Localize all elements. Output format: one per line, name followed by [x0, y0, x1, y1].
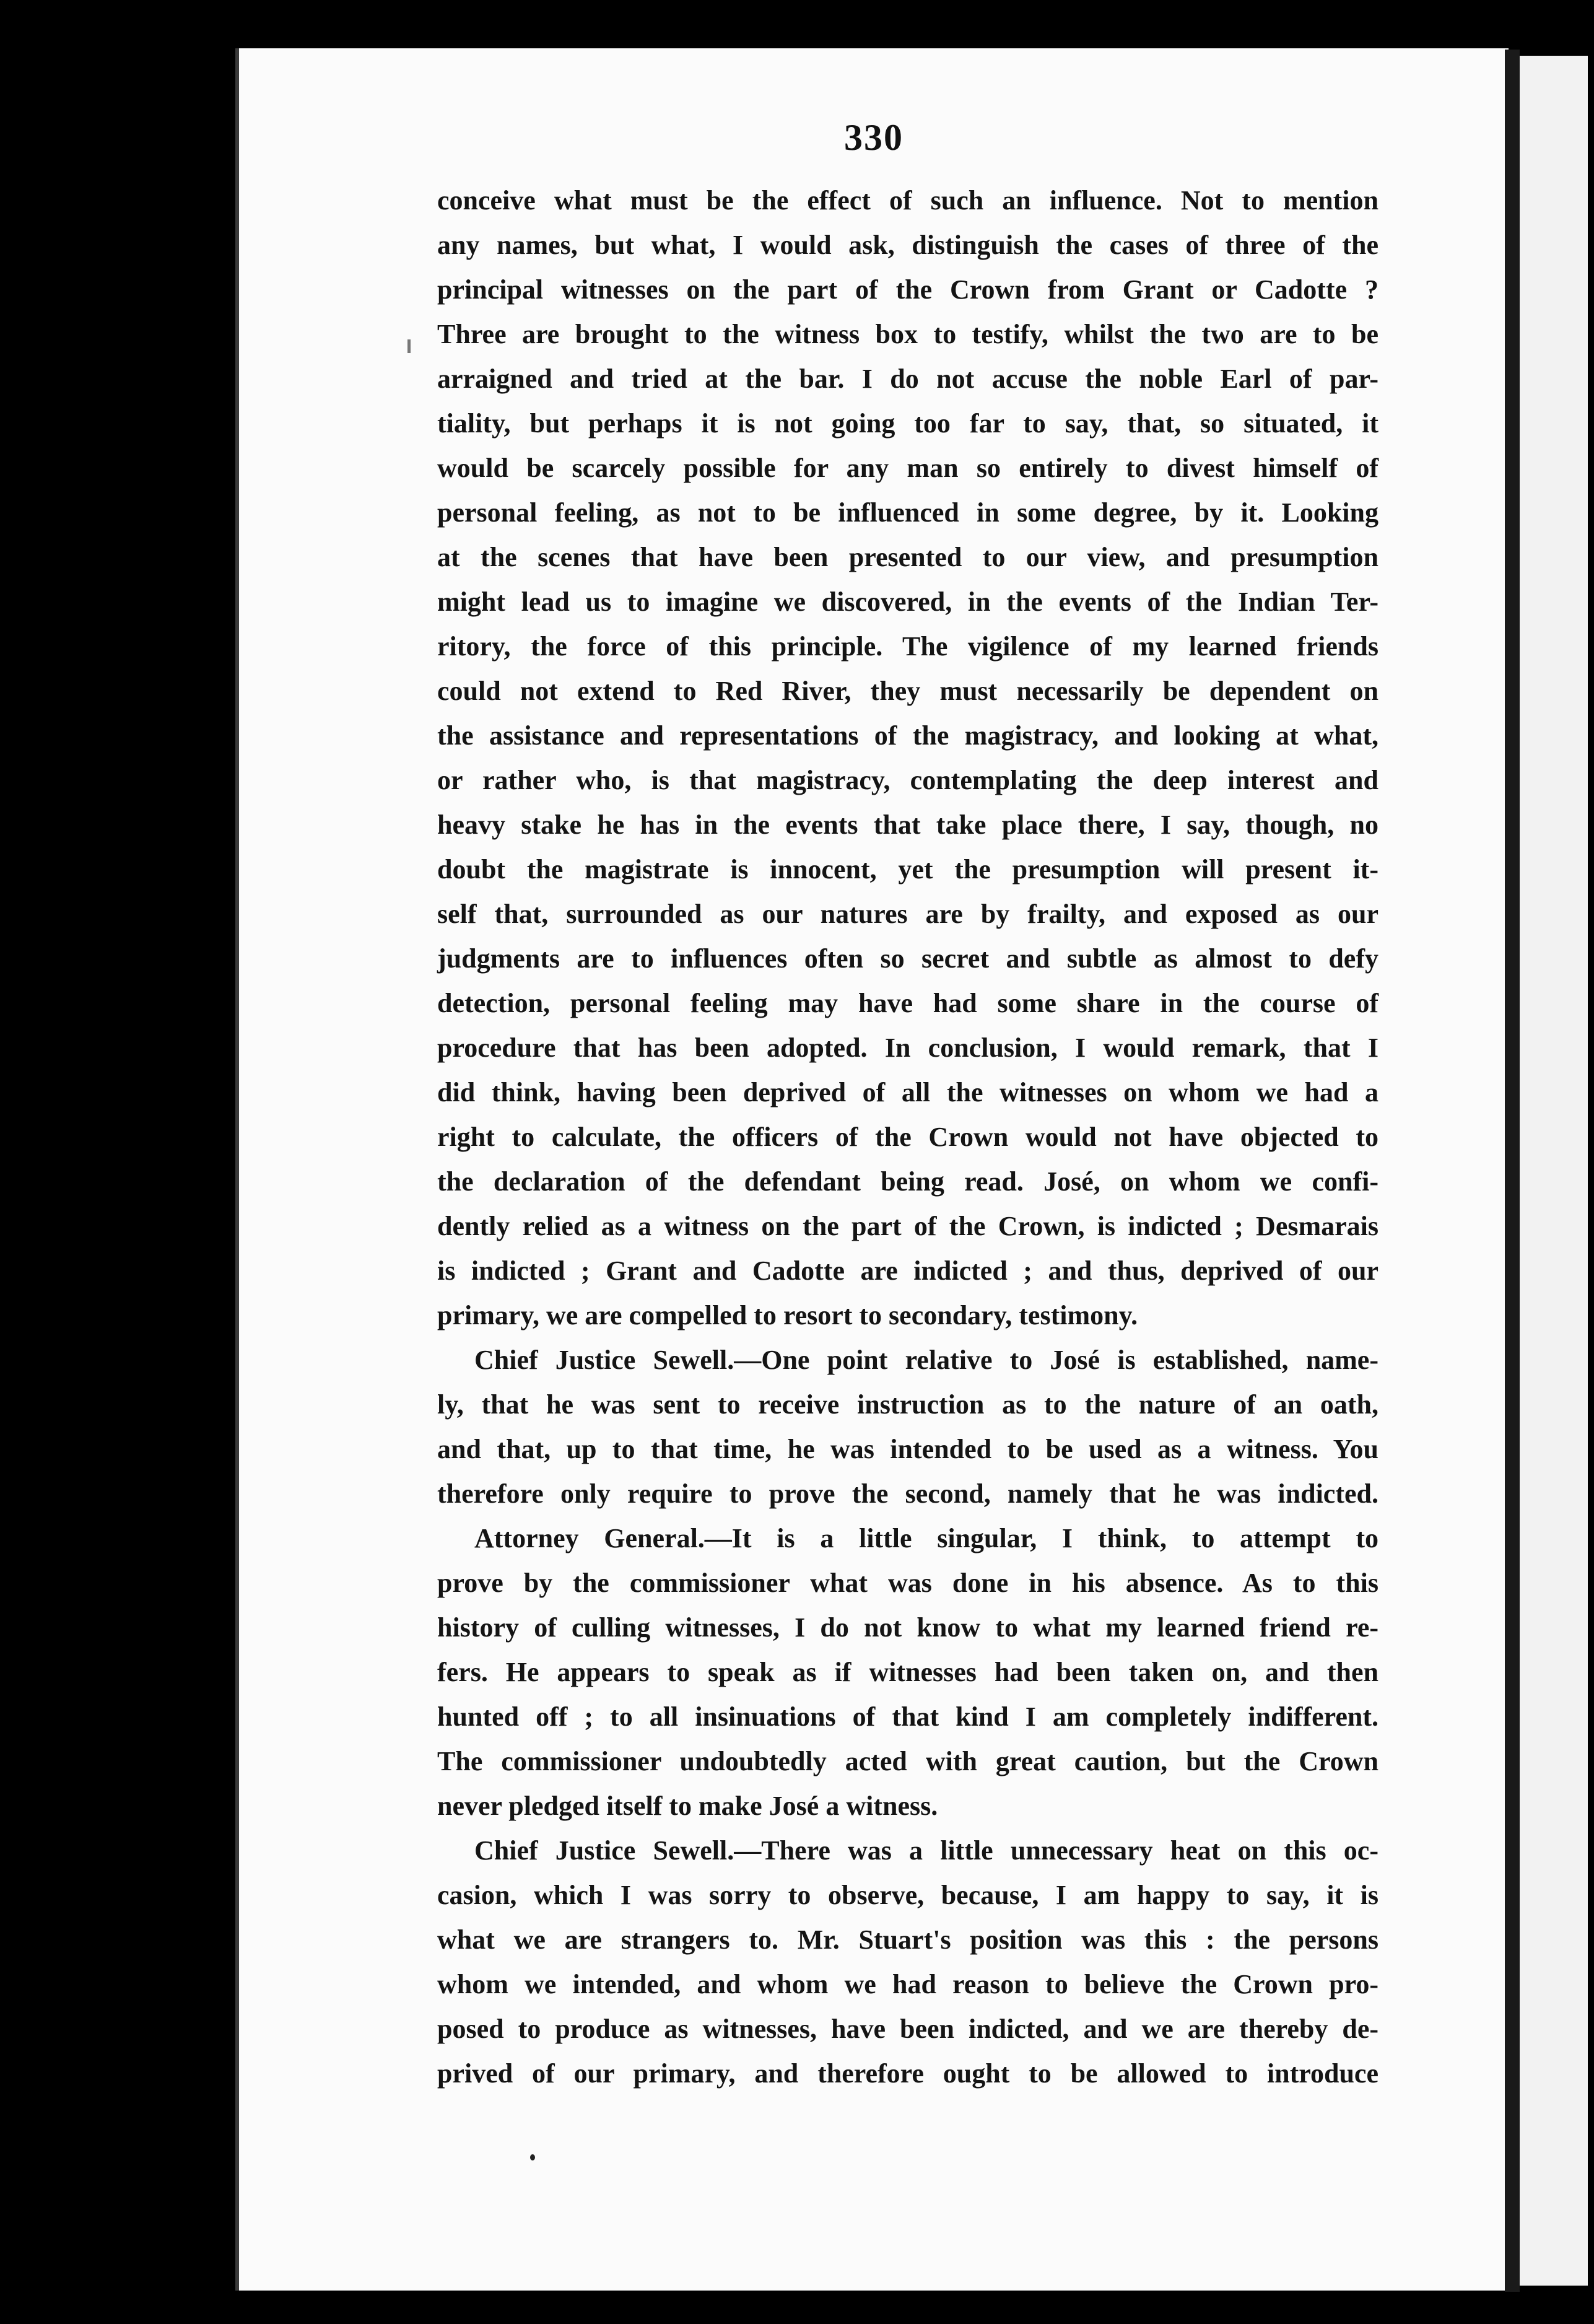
text-line: prove by the commissioner what was done in his absence. As to this	[437, 1568, 1378, 1598]
adjacent-page-edge	[1520, 56, 1588, 2286]
text-line: what we are strangers to. Mr. Stuart's position was this : the persons	[437, 1924, 1378, 1955]
ink-speck	[530, 2154, 535, 2160]
text-line: the declaration of the defendant being read. José, on whom we confi-	[437, 1166, 1378, 1197]
text-line: ly, that he was sent to receive instruction as to the nature of an oath,	[437, 1389, 1378, 1420]
text-line: never pledged itself to make José a witness.	[437, 1791, 938, 1821]
text-line: Chief Justice Sewell.—One point relative to José is established, name-	[474, 1345, 1378, 1375]
text-line: heavy stake he has in the events that take place there, I say, though, no	[437, 810, 1378, 840]
text-line: procedure that has been adopted. In conclusion, I would remark, that I	[437, 1033, 1378, 1063]
text-line: judgments are to influences often so secret and subtle as almost to defy	[437, 943, 1378, 974]
page-gutter	[1505, 50, 1520, 2292]
book-page	[235, 48, 1509, 2291]
body-text	[437, 178, 1378, 2096]
text-line: posed to produce as witnesses, have been indicted, and we are thereby de-	[437, 2014, 1378, 2044]
text-line: self that, surrounded as our natures are by frailty, and exposed as our	[437, 899, 1378, 929]
text-line: history of culling witnesses, I do not know to what my learned friend re-	[437, 1612, 1378, 1643]
text-line: Chief Justice Sewell.—There was a little unnecessary heat on this oc-	[474, 1835, 1378, 1866]
text-line: might lead us to imagine we discovered, in the events of the Indian Ter-	[437, 587, 1378, 617]
text-line: therefore only require to prove the second, namely that he was indicted.	[437, 1479, 1378, 1509]
text-line: personal feeling, as not to be influenced in some degree, by it. Looking	[437, 497, 1378, 528]
text-line: any names, but what, I would ask, distinguish the cases of three of the	[437, 230, 1378, 260]
text-line: doubt the magistrate is innocent, yet the presumption will present it-	[437, 854, 1378, 885]
text-line: whom we intended, and whom we had reason to believe the Crown pro-	[437, 1969, 1378, 1999]
text-line: is indicted ; Grant and Cadotte are indicted ; and thus, deprived of our	[437, 1256, 1378, 1286]
text-line: casion, which I was sorry to observe, because, I am happy to say, it is	[437, 1880, 1378, 1910]
text-line: fers. He appears to speak as if witnesses had been taken on, and then	[437, 1657, 1378, 1687]
text-line: at the scenes that have been presented to our view, and presumption	[437, 542, 1378, 572]
text-line: hunted off ; to all insinuations of that kind I am completely indifferent.	[437, 1702, 1378, 1732]
text-line: dently relied as a witness on the part of the Crown, is indicted ; Desmarais	[437, 1211, 1378, 1241]
text-line: Attorney General.—It is a little singular, I think, to attempt to	[474, 1523, 1378, 1553]
text-line: could not extend to Red River, they must necessarily be dependent on	[437, 676, 1378, 706]
page-number: 330	[844, 117, 904, 158]
text-line: did think, having been deprived of all the witnesses on whom we had a	[437, 1077, 1378, 1107]
text-line: detection, personal feeling may have had some share in the course of	[437, 988, 1378, 1018]
text-line: arraigned and tried at the bar. I do not accuse the noble Earl of par-	[437, 364, 1378, 394]
text-line: principal witnesses on the part of the Crown from Grant or Cadotte ?	[437, 274, 1378, 305]
text-line: prived of our primary, and therefore ought to be allowed to introduce	[437, 2058, 1378, 2089]
margin-mark	[407, 339, 411, 353]
text-line: right to calculate, the officers of the Crown would not have objected to	[437, 1122, 1378, 1152]
text-line: and that, up to that time, he was intended to be used as a witness. You	[437, 1434, 1378, 1464]
text-line: Three are brought to the witness box to testify, whilst the two are to be	[437, 319, 1378, 349]
text-line: would be scarcely possible for any man so entirely to divest himself of	[437, 453, 1378, 483]
text-line: primary, we are compelled to resort to secondary, testimony.	[437, 1300, 1138, 1330]
text-line: or rather who, is that magistracy, contemplating the deep interest and	[437, 765, 1378, 795]
text-line: ritory, the force of this principle. The vigilence of my learned friends	[437, 631, 1378, 662]
text-line: tiality, but perhaps it is not going too far to say, that, so situated, it	[437, 408, 1378, 439]
text-line: The commissioner undoubtedly acted with great caution, but the Crown	[437, 1746, 1378, 1776]
text-line: conceive what must be the effect of such an influence. Not to mention	[437, 185, 1378, 216]
text-line: the assistance and representations of the magistracy, and looking at what,	[437, 720, 1378, 751]
